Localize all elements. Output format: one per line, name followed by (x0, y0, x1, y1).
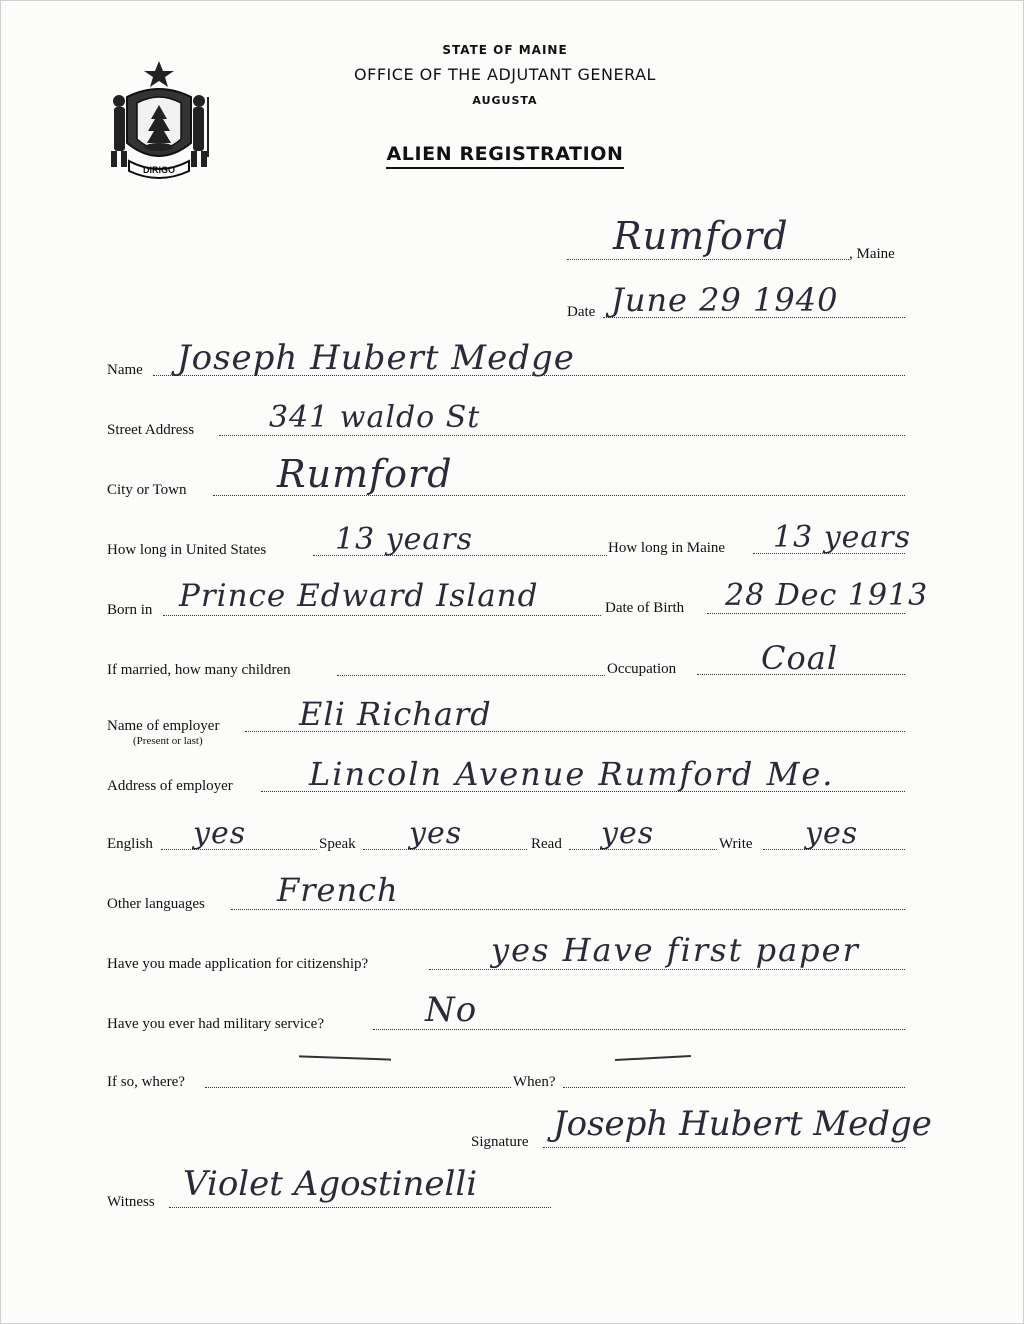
city-value: Rumford (277, 452, 453, 496)
where-line (205, 1087, 511, 1088)
place-line (567, 259, 849, 260)
speak-value: yes (409, 816, 463, 851)
maine-duration-value: 13 years (773, 520, 912, 555)
state-line: STATE OF MAINE (442, 43, 568, 57)
citizenship-line (429, 969, 905, 970)
children-line (337, 675, 605, 676)
employer-label: Name of employer (107, 718, 220, 734)
us-duration-value: 13 years (335, 522, 474, 557)
read-label: Read (531, 836, 562, 852)
english-value: yes (193, 816, 247, 851)
citizenship-label: Have you made application for citizenship? (107, 956, 369, 972)
employer-address-label: Address of employer (107, 778, 233, 794)
occupation-label: Occupation (607, 661, 677, 677)
svg-text:DIRIGO: DIRIGO (142, 165, 176, 175)
witness-line (169, 1207, 551, 1208)
where-dash-mark (299, 1055, 391, 1060)
street-label: Street Address (107, 422, 195, 438)
date-value: June 29 1940 (611, 281, 839, 319)
where-label: If so, where? (107, 1074, 185, 1090)
date-label: Date (567, 304, 596, 320)
when-line (563, 1087, 905, 1088)
place-suffix: , Maine (849, 246, 895, 262)
signature-value: Joseph Hubert Medge (553, 1104, 932, 1144)
children-label: If married, how many children (107, 662, 291, 678)
other-languages-label: Other languages (107, 896, 205, 912)
citizenship-value: yes Have first paper (491, 931, 860, 969)
witness-value: Violet Agostinelli (183, 1164, 478, 1204)
signature-line (543, 1147, 905, 1148)
write-value: yes (805, 816, 859, 851)
military-label: Have you ever had military service? (107, 1016, 324, 1032)
city-label: City or Town (107, 482, 187, 498)
read-value: yes (601, 816, 655, 851)
signature-label: Signature (471, 1134, 529, 1150)
name-value: Joseph Hubert Medge (177, 338, 575, 378)
name-label: Name (107, 362, 143, 378)
born-in-line (163, 615, 601, 616)
dob-label: Date of Birth (605, 600, 685, 616)
other-languages-line (231, 909, 905, 910)
employer-sublabel: (Present or last) (133, 735, 203, 747)
office-line: OFFICE OF THE ADJUTANT GENERAL (354, 65, 656, 84)
english-label: English (107, 836, 153, 852)
speak-label: Speak (319, 836, 356, 852)
street-line (219, 435, 905, 436)
employer-value: Eli Richard (299, 695, 492, 733)
born-in-label: Born in (107, 602, 153, 618)
us-duration-label: How long in United States (107, 542, 267, 558)
write-label: Write (719, 836, 753, 852)
form-title: ALIEN REGISTRATION (1, 143, 1009, 169)
employer-address-value: Lincoln Avenue Rumford Me. (309, 755, 835, 793)
place-value: Rumford (613, 214, 789, 258)
when-label: When? (513, 1074, 556, 1090)
city-line: AUGUSTA (472, 94, 538, 107)
military-value: No (425, 990, 478, 1030)
dob-value: 28 Dec 1913 (725, 578, 929, 613)
occupation-value: Coal (761, 639, 839, 677)
when-dash-mark (615, 1055, 691, 1061)
witness-label: Witness (107, 1194, 155, 1210)
other-languages-value: French (277, 871, 399, 909)
street-value: 341 waldo St (269, 400, 481, 435)
born-in-value: Prince Edward Island (179, 578, 539, 614)
dob-line (707, 613, 905, 614)
maine-duration-label: How long in Maine (608, 540, 726, 556)
